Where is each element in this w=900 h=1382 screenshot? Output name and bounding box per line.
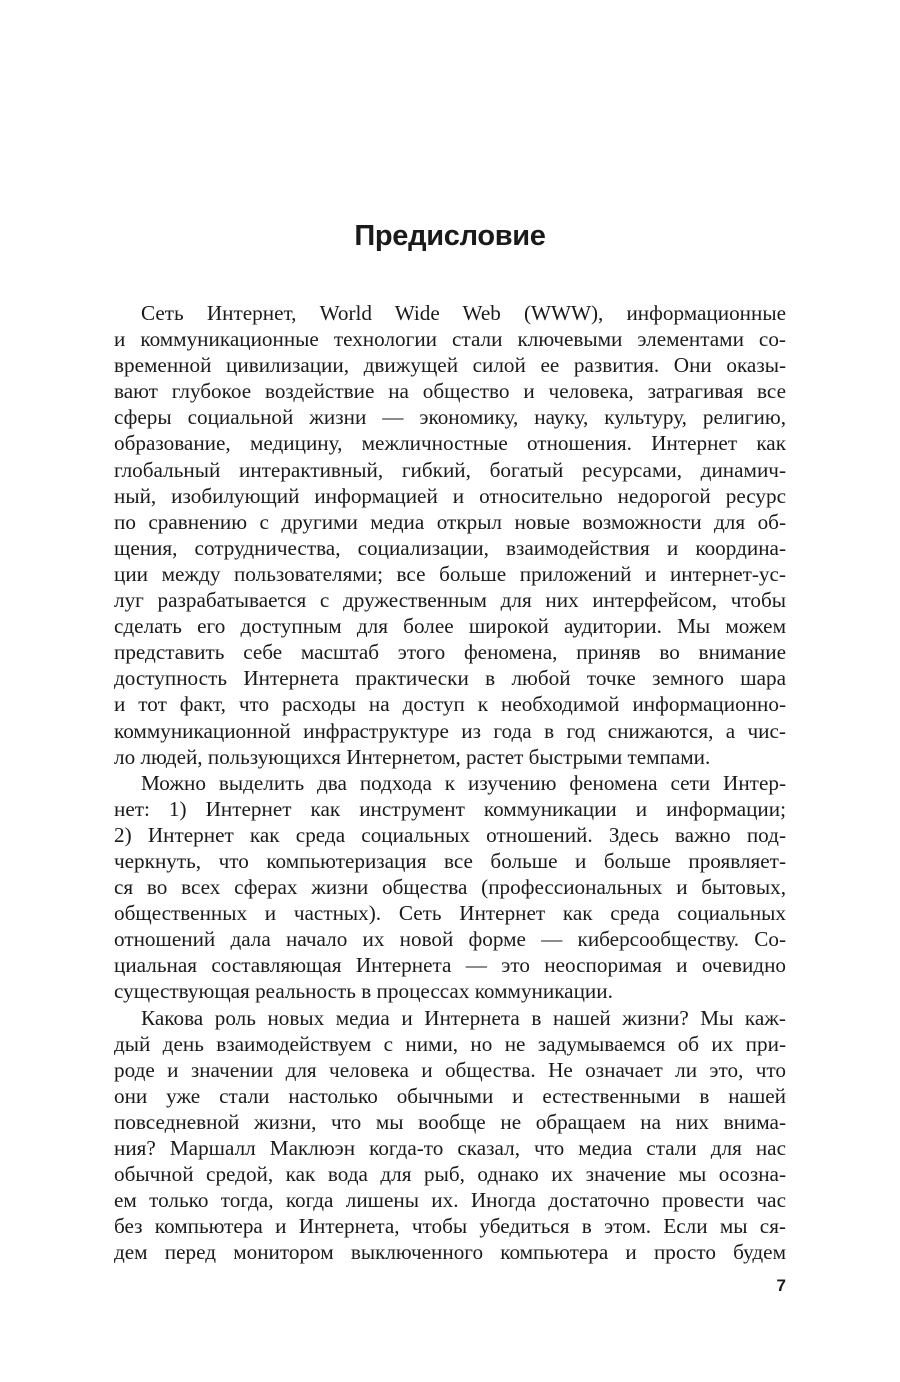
text-line: общественных и частных). Сеть Интернет как среда социальных xyxy=(114,901,786,926)
text-line: черкнуть, что компьютеризация все больше и больше проявляет- xyxy=(114,848,786,873)
text-line: без компьютера и Интернета, чтобы убедиться в этом. Если мы ся- xyxy=(114,1214,786,1239)
text-line: ем только тогда, когда лишены их. Иногда достаточно провести час xyxy=(114,1188,786,1213)
text-line: представить себе масштаб этого феномена, приняв во внимание xyxy=(114,640,786,665)
text-line: и тот факт, что расходы на доступ к необходимой информационно- xyxy=(114,692,786,717)
text-line: доступность Интернета практически в любой точке земного шара xyxy=(114,666,786,691)
text-line: Можно выделить два подхода к изучению феномена сети Интер- xyxy=(141,770,786,795)
text-line: по сравнению с другими медиа открыл новые возможности для об- xyxy=(114,509,786,534)
paragraph xyxy=(114,300,786,770)
text-line: они уже стали настолько обычными и естественными в нашей xyxy=(114,1083,786,1108)
text-line: 2) Интернет как среда социальных отношений. Здесь важно под- xyxy=(114,822,786,847)
text-line: сделать его доступным для более широкой аудитории. Мы можем xyxy=(114,614,786,639)
text-line: щения, сотрудничества, социализации, взаимодействия и координа- xyxy=(114,535,786,560)
text-line: дый день взаимодействуем с ними, но не задумываемся об их при- xyxy=(114,1031,786,1056)
text-line: обычной средой, как вода для рыб, однако их значение мы осозна- xyxy=(114,1162,786,1187)
text-line: ло людей, пользующихся Интернетом, растет быстрыми темпами. xyxy=(114,744,711,769)
text-line: сферы социальной жизни — экономику, науку, культуру, религию, xyxy=(114,405,786,430)
text-line: Сеть Интернет, World Wide Web (WWW), информационные xyxy=(141,301,786,325)
text-line: дем перед монитором выключенного компьютера и просто будем xyxy=(114,1240,786,1265)
text-line: коммуникационной инфраструктуре из года в год снижаются, а чис- xyxy=(114,718,786,743)
text-line: ный, изобилующий информацией и относительно недорогой ресурс xyxy=(114,483,786,508)
paragraph xyxy=(114,770,786,1005)
text-line: вают глубокое воздействие на общество и человека, затрагивая все xyxy=(114,379,786,404)
text-line: Какова роль новых медиа и Интернета в нашей жизни? Мы каж- xyxy=(141,1005,786,1030)
text-line: повседневной жизни, что мы вообще не обращаем на них внима- xyxy=(114,1109,786,1134)
text-line: ся во всех сферах жизни общества (профессиональных и бытовых, xyxy=(114,875,786,900)
text-line: роде и значении для человека и общества. Не означает ли это, что xyxy=(114,1057,786,1082)
text-line: глобальный интерактивный, гибкий, богатый ресурсами, динамич- xyxy=(114,457,786,482)
text-line: ния? Маршалл Маклюэн когда-то сказал, что медиа стали для нас xyxy=(114,1136,786,1160)
text-line: временной цивилизации, движущей силой ее развития. Они оказы- xyxy=(114,353,786,378)
text-line: луг разрабатывается с дружественным для них интерфейсом, чтобы xyxy=(114,588,786,613)
text-line: ции между пользователями; все больше приложений и интернет-ус- xyxy=(114,561,786,586)
text-line: и коммуникационные технологии стали ключевыми элементами со- xyxy=(114,327,786,352)
page-number: 7 xyxy=(776,1276,786,1295)
body-text xyxy=(114,300,786,1265)
text-line: существующая реальность в процессах коммуникации. xyxy=(114,979,613,1004)
chapter-title: Предисловие xyxy=(354,220,546,252)
text-line: отношений дала начало их новой форме — киберсообществу. Со- xyxy=(114,927,786,952)
paragraph xyxy=(114,1005,786,1266)
text-line: циальная составляющая Интернета — это неоспоримая и очевидно xyxy=(114,953,786,978)
text-line: нет: 1) Интернет как инструмент коммуникации и информации; xyxy=(114,796,786,821)
text-line: образование, медицину, межличностные отношения. Интернет как xyxy=(114,431,786,456)
